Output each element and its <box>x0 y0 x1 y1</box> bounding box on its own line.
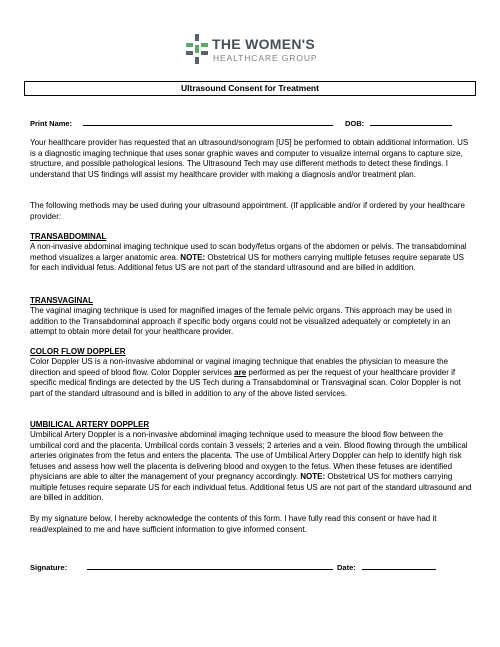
acknowledgement-paragraph: By my signature below, I hereby acknowledge the contents of this form. I have fully read this consent or have had it read/explained to me and have sufficient information to give informed consent. <box>30 514 437 534</box>
dob-field[interactable] <box>345 118 452 128</box>
company-logo <box>186 34 346 66</box>
color-flow-heading: COLOR FLOW DOPPLER <box>30 347 126 356</box>
print-name-label: Print Name: <box>30 119 73 128</box>
dob-line[interactable] <box>370 118 452 126</box>
twhg-cross-logo-icon <box>186 34 208 64</box>
signature-line[interactable] <box>87 562 333 570</box>
intro-paragraph: Your healthcare provider has requested that an ultrasound/sonogram [US] be performed to obtain additional information. US is a diagnostic imaging technique that uses sonar graphic waves and computer to visualize internal organs to capture size, structure, and possible pathological lesions. The Ultrasound Tech may use different methods to detect these findings. I understand that US findings will assist my healthcare provider with making a diagnosis and/or treatment plan. <box>30 138 469 179</box>
date-field[interactable] <box>337 562 436 572</box>
transvaginal-heading: TRANSVAGINAL <box>30 296 93 305</box>
print-name-field[interactable] <box>30 118 333 128</box>
date-label: Date: <box>337 563 356 572</box>
transvaginal-text: The vaginal imaging technique is used for magnified images of the female pelvic organs. This approach may be used in addition to the Transabdominal approach if specific body organs could not be visualized adequately or completely in an attempt to obtain more detail for your healthcare provider. <box>30 306 452 336</box>
methods-intro-paragraph: The following methods may be used during your ultrasound appointment. (If applicable and/or if ordered by your healthcare provider: <box>30 201 465 221</box>
umbilical-text: Umbilical Artery Doppler is a non-invasive abdominal imaging technique used to measure the blood flow between the umbilical cord and the placenta. Umbilical cords contain 3 vessels; 2 arteries and a vein. Blood flowing through the umbilical arteries originates from the fetus and enters the placenta. The use of Umbilical Artery Doppler can help to identify high risk fetuses and assess how well the placenta is delivering blood and oxygen to the fetus. When these fetuses are identified physicians are able to alter the management of your pregnancy accordingly. NOTE: Obstetrical US for mothers carrying multiple fetuses require separate US for each individual fetus. Additional fetus US are not part of the standard ultrasound and are billed in addition. <box>30 430 472 502</box>
transabdominal-heading: TRANSABDOMINAL <box>30 232 107 241</box>
date-line[interactable] <box>362 562 436 570</box>
color-flow-text: Color Doppler US is a non-invasive abdominal or vaginal imaging technique that enables the physician to measure the direction and speed of blood flow. Color Doppler services are performed as per the request of your healthcare provider if specific medical findings are detected by the US Tech during a Transabdominal or Transvaginal scan. Color Doppler is not part of the standard ultrasound and is billed in addition to any of the above listed services. <box>30 357 461 398</box>
signature-field[interactable] <box>30 562 333 572</box>
form-title: Ultrasound Consent for Treatment <box>24 81 476 96</box>
print-name-line[interactable] <box>83 118 333 126</box>
signature-label: Signature: <box>30 563 68 572</box>
transabdominal-text: A non-invasive abdominal imaging technique used to scan body/fetus organs of the abdomen or pelvis. The transabdominal method visualizes a larger anatomic area. NOTE: Obstetrical US for mothers carrying multiple fetuses require separate US for each individual fetus. Additional fetus US are not part of the standard ultrasound and are billed in addition. <box>30 242 467 272</box>
logo-line-1: THE WOMEN'S <box>212 36 316 52</box>
logo-line-2: HEALTHCARE GROUP <box>213 53 318 63</box>
umbilical-heading: UMBILICAL ARTERY DOPPLER <box>30 420 150 429</box>
dob-label: DOB: <box>345 119 365 128</box>
